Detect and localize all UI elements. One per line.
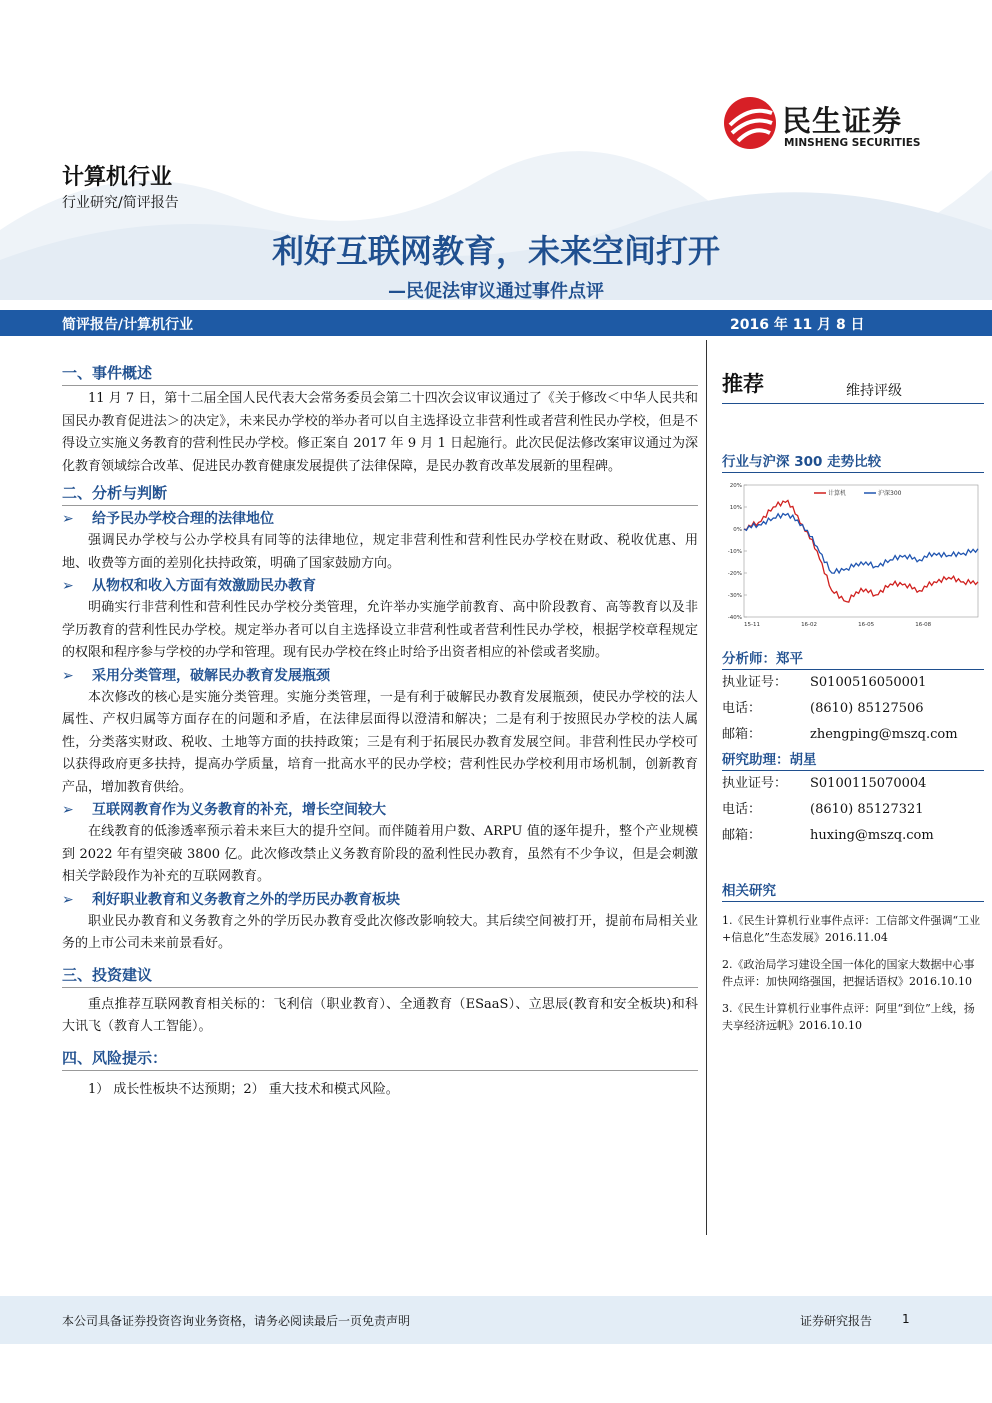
disclaimer: 本公司具备证券投资咨询业务资格，请务必阅读最后一页免责声明	[62, 1314, 411, 1328]
paragraph: 11 月 7 日，第十二届全国人民代表大会常务委员会第二十四次会议审议通过了《关于修改＜中华人民共和国民办教育促进法＞的决定》，未来民办学校的举办者可以自主选择设立非营利性或者营利性民办学校，但是不得设立实施义务教育的营利性民办学校。修正案自 2017 年 9 月 1 日起施行。此次民促法修改案审议通过为深化教育领域综合改革、促进民办教育健康发展提供了法律保障，是民办教育改革发展新的里程碑。	[62, 391, 698, 474]
paragraph: 在线教育的低渗透率预示着未来巨大的提升空间。而伴随着用户数、ARPU 值的逐年提升，整个产业规模到 2022 年有望突破 3800 亿。此次修改禁止义务教育阶段的盈利性民办教育，虽然有不少争议，但是会刺激相关学龄段作为补充的互联网教育。	[62, 824, 698, 884]
footer-label: 证券研究报告	[800, 1314, 873, 1328]
arrow-bullet-icon: ➢	[62, 578, 74, 594]
contact-row	[722, 696, 984, 722]
subheading-text: 采用分类管理，破解民办教育发展瓶颈	[92, 667, 330, 684]
series-line-1	[744, 514, 978, 574]
contact-row	[722, 823, 984, 849]
related-item: 3.《民生计算机行业事件点评：阿里“到位”上线，扬夫享经济远帆》2016.10.10	[722, 1002, 975, 1032]
contact-row	[722, 771, 984, 797]
brand-logo	[722, 95, 972, 155]
section-heading: 四、风险提示：	[62, 1045, 698, 1071]
report-subtitle: —民促法审议通过事件点评	[388, 281, 604, 300]
section-heading: 一、事件概述	[62, 360, 698, 386]
rating-box	[722, 360, 984, 404]
contact-row	[722, 797, 984, 823]
section-heading: 二、分析与判断	[62, 480, 698, 506]
contact-value: (8610) 85127506	[810, 701, 924, 716]
analyst-title: 分析师：郑平	[722, 647, 984, 670]
related-list	[722, 912, 984, 1034]
x-tick-label: 15-11	[744, 622, 760, 628]
contact-value: huxing@mszq.com	[810, 828, 934, 843]
y-tick-label: 20%	[729, 483, 742, 489]
contact-key: 邮箱：	[722, 727, 762, 742]
subheading	[62, 575, 698, 597]
industry-label: 计算机行业	[62, 165, 173, 190]
page-number: 1	[902, 1312, 910, 1326]
contact-key: 执业证号：	[722, 776, 788, 791]
contact-row	[722, 670, 984, 696]
brand-name: 民生证券	[782, 104, 903, 138]
legend-label: 计算机	[828, 490, 847, 497]
related-title: 相关研究	[722, 879, 984, 902]
contact-value: S0100115070004	[810, 776, 927, 791]
arrow-bullet-icon: ➢	[62, 891, 74, 908]
chart-frame	[744, 485, 978, 617]
subheading-text: 从物权和收入方面有效激励民办教育	[92, 578, 316, 594]
paragraph: 职业民办教育和义务教育之外的学历民办教育受此次修改影响较大。其后续空间被打开，提前布局相关业务的上市公司未来前景看好。	[62, 913, 698, 951]
main-content	[62, 358, 698, 1101]
report-title: 利好互联网教育，未来空间打开	[271, 232, 720, 270]
contact-key: 电话：	[722, 701, 762, 716]
paragraph: 重点推荐互联网教育相关标的：飞利信（职业教育）、全通教育（ESaaS）、立思辰(教育和安全板块)和科大讯飞（教育人工智能）。	[62, 996, 698, 1034]
performance-chart	[722, 477, 984, 637]
legend-label: 沪深300	[878, 490, 902, 497]
brand-name-en: MINSHENG SECURITIES	[784, 137, 921, 149]
paragraph: 本次修改的核心是实施分类管理。实施分类管理，一是有利于破解民办教育发展瓶颈，使民办学校的法人属性、产权归属等方面存在的问题和矛盾，在法律层面得以澄清和解决；二是有利于按照民办学校的法人属性，分类落实财政、税收、土地等方面的扶持政策；三是有利于拓展民办教育发展空间。非营利性民办学校可以获得政府更多扶持，提高办学质量，培育一批高水平的民办学校；营利性民办学校利用市场机制，创新教育产品，增加教育供给。	[62, 689, 698, 795]
subheading-text: 给予民办学校合理的法律地位	[92, 511, 274, 527]
assistant-title: 研究助理：胡星	[722, 748, 984, 771]
x-tick-label: 16-08	[915, 622, 932, 628]
y-tick-label: -10%	[727, 549, 742, 555]
x-tick-label: 16-02	[801, 622, 818, 628]
contact-value: zhengping@mszq.com	[810, 727, 958, 742]
paragraph: 明确实行非营利性和营利性民办学校分类管理，允许举办实施学前教育、高中阶段教育、高等教育以及非学历教育的营利性民办学校。规定举办者可以自主选择设立非营利性或者营利性民办学校，根据学校章程规定的权限和程序参与学校的办学和管理。现有民办学校在终止时给予出资者相应的补偿或者奖励。	[62, 600, 698, 660]
contact-key: 执业证号：	[722, 675, 788, 690]
sidebar	[722, 360, 984, 1034]
subheading	[62, 665, 698, 687]
subheading	[62, 799, 698, 821]
logo-icon	[722, 95, 778, 151]
y-tick-label: -40%	[727, 615, 742, 621]
rating: 推荐	[722, 372, 764, 396]
contact-key: 电话：	[722, 802, 762, 817]
arrow-bullet-icon: ➢	[62, 667, 74, 684]
column-divider	[706, 340, 707, 1235]
paragraph: 1） 成长性板块不达预期；2） 重大技术和模式风险。	[88, 1081, 399, 1097]
assistant-info	[722, 771, 984, 849]
related-item: 1.《民生计算机行业事件点评：工信部文件强调“工业+信息化”生态发展》2016.11.04	[722, 914, 981, 944]
category-label: 简评报告/计算机行业	[62, 317, 194, 333]
arrow-bullet-icon: ➢	[62, 802, 74, 818]
subheading	[62, 889, 698, 911]
category-bar	[0, 310, 992, 336]
report-type: 行业研究/简评报告	[62, 195, 179, 211]
x-tick-label: 16-05	[858, 622, 875, 628]
page-footer	[0, 1296, 992, 1344]
y-tick-label: 10%	[729, 505, 742, 511]
section-heading: 三、投资建议	[62, 962, 698, 988]
page-header	[0, 0, 992, 300]
chart-title: 行业与沪深 300 走势比较	[722, 450, 984, 473]
y-tick-label: -30%	[727, 593, 742, 599]
report-date: 2016 年 11 月 8 日	[730, 317, 865, 333]
subheading-text: 互联网教育作为义务教育的补充，增长空间较大	[92, 802, 386, 818]
related-item: 2.《政治局学习建设全国一体化的国家大数据中心事件点评：加快网络强国，把握话语权》2016.10.10	[722, 958, 975, 988]
subheading	[62, 508, 698, 530]
subheading-text: 利好职业教育和义务教育之外的学历民办教育板块	[92, 891, 400, 908]
rating-note: 维持评级	[846, 383, 902, 399]
contact-row	[722, 722, 984, 748]
y-tick-label: -20%	[727, 571, 742, 577]
y-tick-label: 0%	[733, 527, 742, 533]
arrow-bullet-icon: ➢	[62, 511, 74, 527]
paragraph: 强调民办学校与公办学校具有同等的法律地位，规定非营利性和营利性民办学校在财政、税收优惠、用地、收费等方面的差别化扶持政策，明确了国家鼓励方向。	[62, 533, 698, 571]
contact-value: (8610) 85127321	[810, 802, 924, 817]
contact-key: 邮箱：	[722, 828, 762, 843]
analyst-info	[722, 670, 984, 748]
contact-value: S0100516050001	[810, 675, 927, 690]
